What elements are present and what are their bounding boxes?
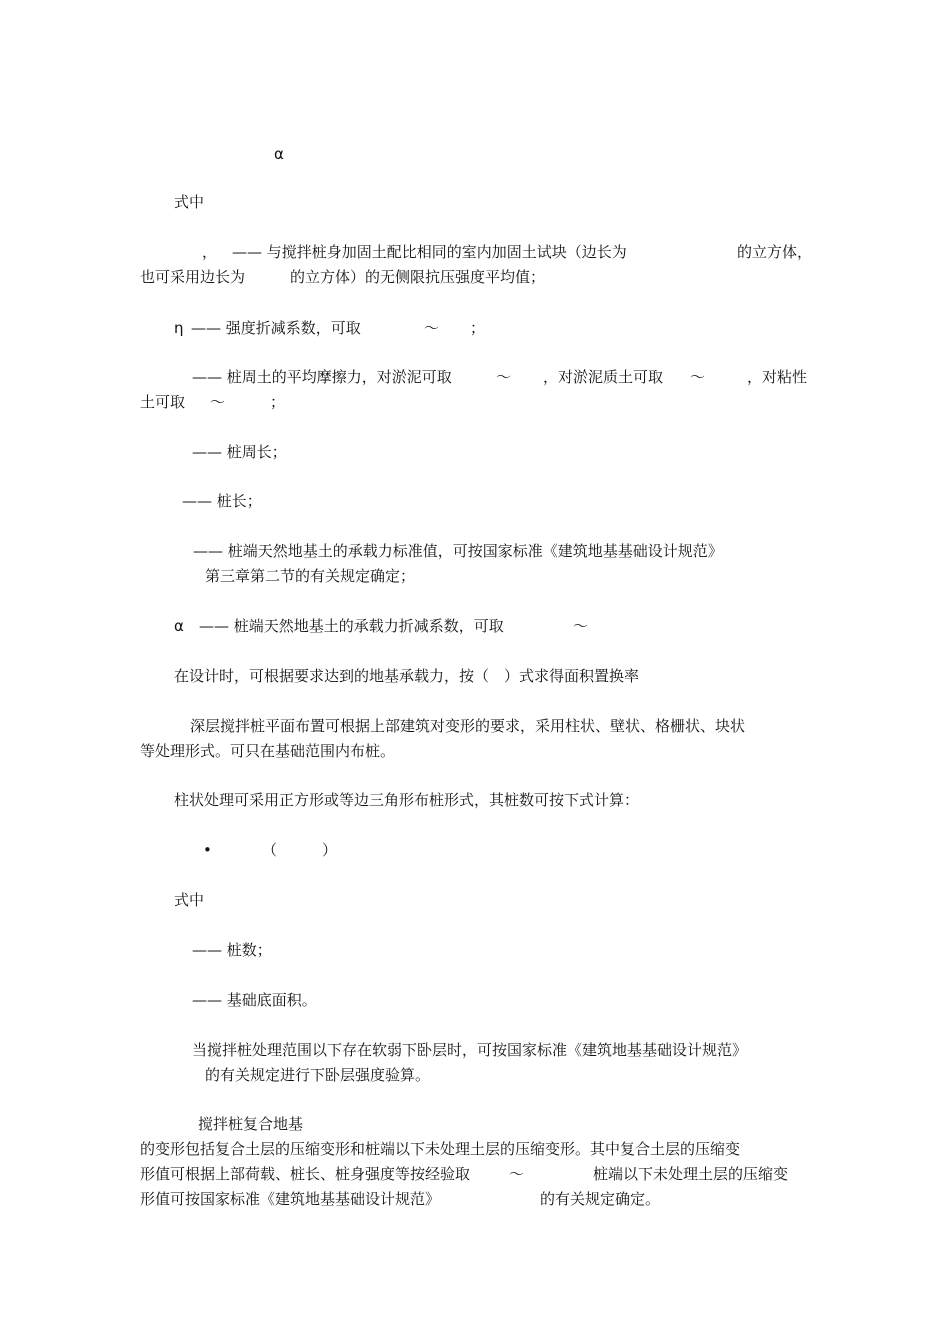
para-deformation-line2: 形值可根据上部荷载、桩长、桩身强度等按经验取 — [140, 1165, 471, 1183]
def-alpha-symbol: α — [174, 617, 184, 635]
def-qs-tilde-1: ～ — [496, 368, 512, 386]
para-deformation-line3-end: 的有关规定确定。 — [540, 1190, 661, 1208]
para-layout-line2: 等处理形式。可只在基础范围内布桩。 — [140, 742, 396, 760]
def-length: —— 桩长； — [182, 492, 262, 510]
def-fcu-line2: 也可采用边长为 的立方体）的无侧限抗压强度平均值； — [140, 268, 546, 286]
def-fk-line2: 第三章第二节的有关规定确定； — [205, 567, 416, 585]
para-column: 柱状处理可采用正方形或等边三角形布桩形式，其桩数可按下式计算： — [174, 791, 640, 809]
def-qs-tilde-2: ～ — [690, 368, 706, 386]
def-base-area: —— 基础底面积。 — [192, 991, 317, 1009]
def-alpha-text: —— 桩端天然地基土的承载力折减系数，可取 — [199, 617, 504, 635]
where-label-2: 式中 — [174, 891, 205, 909]
formula-paren: （ ） — [262, 841, 338, 859]
formula-alpha: α — [274, 145, 284, 163]
def-qs-end: ； — [270, 393, 286, 411]
para-deformation-line1: 的变形包括复合土层的压缩变形和桩端以下未处理土层的压缩变形。其中复合土层的压缩变 — [140, 1140, 741, 1158]
def-fcu-line1-end: 的立方体， — [737, 243, 813, 261]
def-fk-line1: —— 桩端天然地基土的承载力标准值，可按国家标准《建筑地基基础设计规范》 — [193, 542, 723, 560]
section-heading: 搅拌桩复合地基 — [198, 1115, 304, 1133]
para-deformation-line2-end: 桩端以下未处理土层的压缩变 — [593, 1165, 789, 1183]
def-qs-text: —— 桩周土的平均摩擦力，对淤泥可取 — [192, 368, 452, 386]
def-pile-count: —— 桩数； — [192, 941, 272, 959]
where-label: 式中 — [174, 193, 205, 211]
def-eta-end: ； — [470, 319, 486, 337]
def-perimeter: —— 桩周长； — [192, 443, 287, 461]
para-weak-line1: 当搅拌桩处理范围以下存在软弱下卧层时，可按国家标准《建筑地基基础设计规范》 — [192, 1041, 748, 1059]
para-deformation-tilde: ～ — [509, 1165, 525, 1183]
para-weak-line2: 的有关规定进行下卧层强度验算。 — [205, 1066, 431, 1084]
def-fcu-comma: ， — [202, 243, 218, 261]
para-deformation-line3: 形值可按国家标准《建筑地基基础设计规范》 — [140, 1190, 441, 1208]
def-eta-tilde: ～ — [424, 319, 440, 337]
def-fcu-line1: —— 与搅拌桩身加固土配比相同的室内加固土试块（边长为 — [232, 243, 627, 261]
def-qs-tilde-3: ～ — [210, 393, 226, 411]
para-layout-line1: 深层搅拌桩平面布置可根据上部建筑对变形的要求，采用柱状、壁状、格栅状、块状 — [190, 717, 746, 735]
formula-dot: • — [203, 841, 212, 859]
def-eta-symbol: η — [174, 319, 184, 337]
def-qs-text-3: ，对粘性 — [747, 368, 808, 386]
def-alpha-tilde: ～ — [573, 617, 589, 635]
def-qs-line2: 土可取 — [140, 393, 186, 411]
def-eta-text: —— 强度折减系数，可取 — [191, 319, 361, 337]
para-design: 在设计时，可根据要求达到的地基承载力，按（ ）式求得面积置换率 — [174, 667, 640, 685]
def-qs-text-2: ，对淤泥质土可取 — [543, 368, 664, 386]
